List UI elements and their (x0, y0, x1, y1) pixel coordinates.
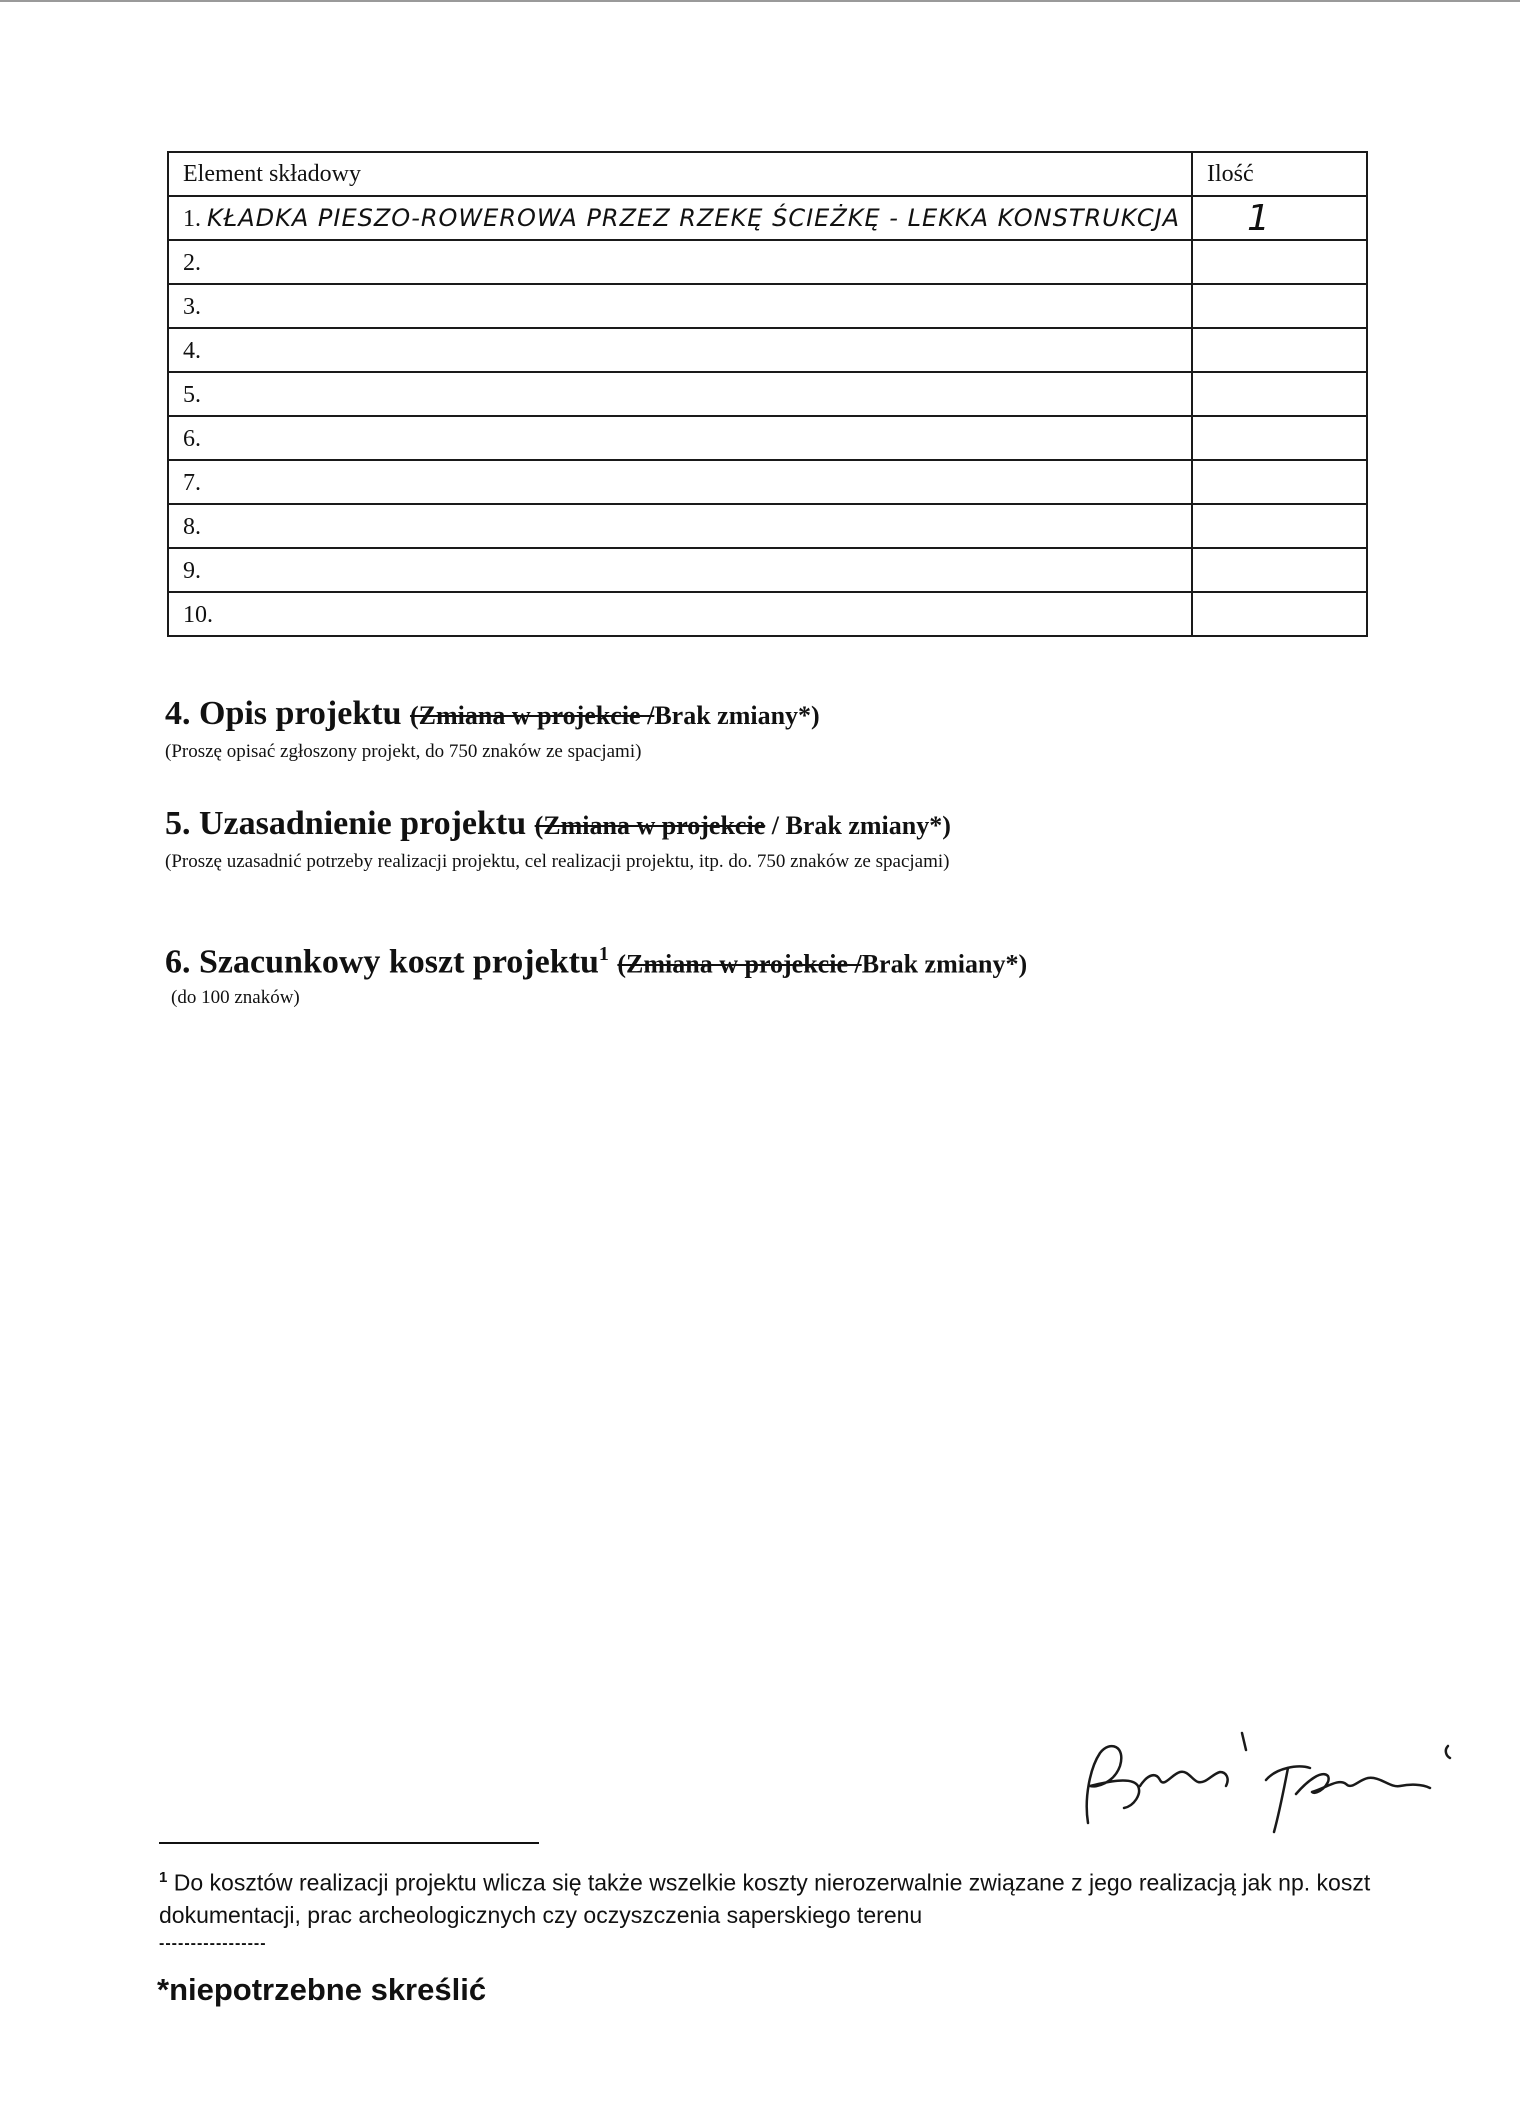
quantity-value (1207, 594, 1247, 635)
quantity-cell (1192, 328, 1367, 372)
quantity-cell (1192, 460, 1367, 504)
row-number: 2. (183, 249, 201, 276)
quantity-value (1207, 330, 1247, 371)
quantity-value (1207, 462, 1247, 503)
section-heading: 6. Szacunkowy koszt projektu (165, 943, 599, 981)
quantity-value (1207, 286, 1247, 327)
row-number: 4. (183, 337, 201, 364)
element-cell (168, 284, 1192, 328)
quantity-cell (1192, 548, 1367, 592)
footnote-rule (159, 1842, 539, 1844)
table-row (168, 240, 1367, 284)
footnote-text: Do kosztów realizacji projektu wlicza się także wszelkie koszty nierozerwalnie związane z jego realizacją jak np. koszt dokumentacji, prac archeologicznych czy oczyszczenia saperskiego terenu (159, 1869, 1371, 1928)
table-row (168, 460, 1367, 504)
footnote-reference: 1 (598, 943, 609, 965)
quantity-value (1207, 418, 1247, 459)
footnote-marker: 1 (159, 1869, 168, 1886)
struck-option: (Zmiana w projekcie / (409, 701, 655, 730)
handwritten-signature (1076, 1728, 1456, 1838)
row-number: 10. (183, 601, 213, 628)
strike-out-note: *niepotrzebne skreślić (157, 1972, 487, 2007)
section-title (165, 934, 1027, 984)
quantity-cell (1192, 504, 1367, 548)
quantity-cell (1192, 416, 1367, 460)
table-row (168, 196, 1367, 240)
row-number: 8. (183, 513, 201, 540)
section-heading: 5. Uzasadnienie projektu (165, 805, 527, 842)
struck-option: (Zmiana w projekcie (534, 811, 766, 840)
element-cell (168, 460, 1192, 504)
section-estimated-cost (165, 934, 1027, 1010)
quantity-value (1207, 550, 1247, 591)
row-number: 7. (183, 469, 201, 496)
selected-option: / Brak zmiany*) (771, 811, 951, 840)
element-cell (168, 372, 1192, 416)
element-cell (168, 416, 1192, 460)
section-hint: (Proszę opisać zgłoszony projekt, do 750 znaków ze spacjami) (165, 741, 642, 762)
quantity-value (1207, 506, 1247, 547)
quantity-value (1207, 374, 1247, 415)
table-row (168, 416, 1367, 460)
table-row (168, 372, 1367, 416)
element-cell (168, 504, 1192, 548)
section-hint: (Proszę uzasadnić potrzeby realizacji projektu, cel realizacji projektu, itp. do. 750 znaków ze spacjami) (165, 851, 950, 872)
selected-option: Brak zmiany*) (861, 949, 1028, 979)
element-cell (168, 328, 1192, 372)
table-row (168, 284, 1367, 328)
quantity-value: 1 (1247, 197, 1270, 239)
row-number: 9. (183, 557, 201, 584)
section-title (165, 694, 820, 736)
section-title (165, 804, 951, 846)
header-element: Element składowy (168, 152, 1192, 196)
row-number: 3. (183, 293, 201, 320)
section-heading: 4. Opis projektu (165, 695, 402, 732)
table-header-row (168, 152, 1367, 196)
quantity-cell (1192, 284, 1367, 328)
table-row (168, 548, 1367, 592)
section-hint: (do 100 znaków) (171, 987, 300, 1009)
page-top-edge (0, 0, 1520, 2)
table-row (168, 504, 1367, 548)
struck-option: (Zmiana w projekcie / (617, 949, 862, 979)
quantity-cell (1192, 196, 1367, 240)
row-number: 5. (183, 381, 201, 408)
table-row (168, 592, 1367, 636)
element-cell (168, 196, 1192, 240)
dashed-divider: ----------------- (159, 1935, 267, 1952)
components-table (167, 151, 1368, 637)
table-row (168, 328, 1367, 372)
selected-option: Brak zmiany*) (654, 701, 820, 730)
element-cell (168, 240, 1192, 284)
row-number: 1. (183, 205, 201, 232)
footnote (159, 1862, 1379, 1931)
header-quantity: Ilość (1192, 152, 1367, 196)
row-number: 6. (183, 425, 201, 452)
quantity-cell (1192, 240, 1367, 284)
section-project-description (165, 694, 820, 764)
element-cell (168, 548, 1192, 592)
element-value: KŁADKA PIESZO-ROWEROWA PRZEZ RZEKĘ ŚCIEŻKĘ - LEKKA KONSTRUKCJA (207, 203, 1181, 232)
section-project-justification (165, 804, 951, 874)
quantity-cell (1192, 372, 1367, 416)
quantity-value (1207, 242, 1247, 283)
quantity-cell (1192, 592, 1367, 636)
element-cell (168, 592, 1192, 636)
